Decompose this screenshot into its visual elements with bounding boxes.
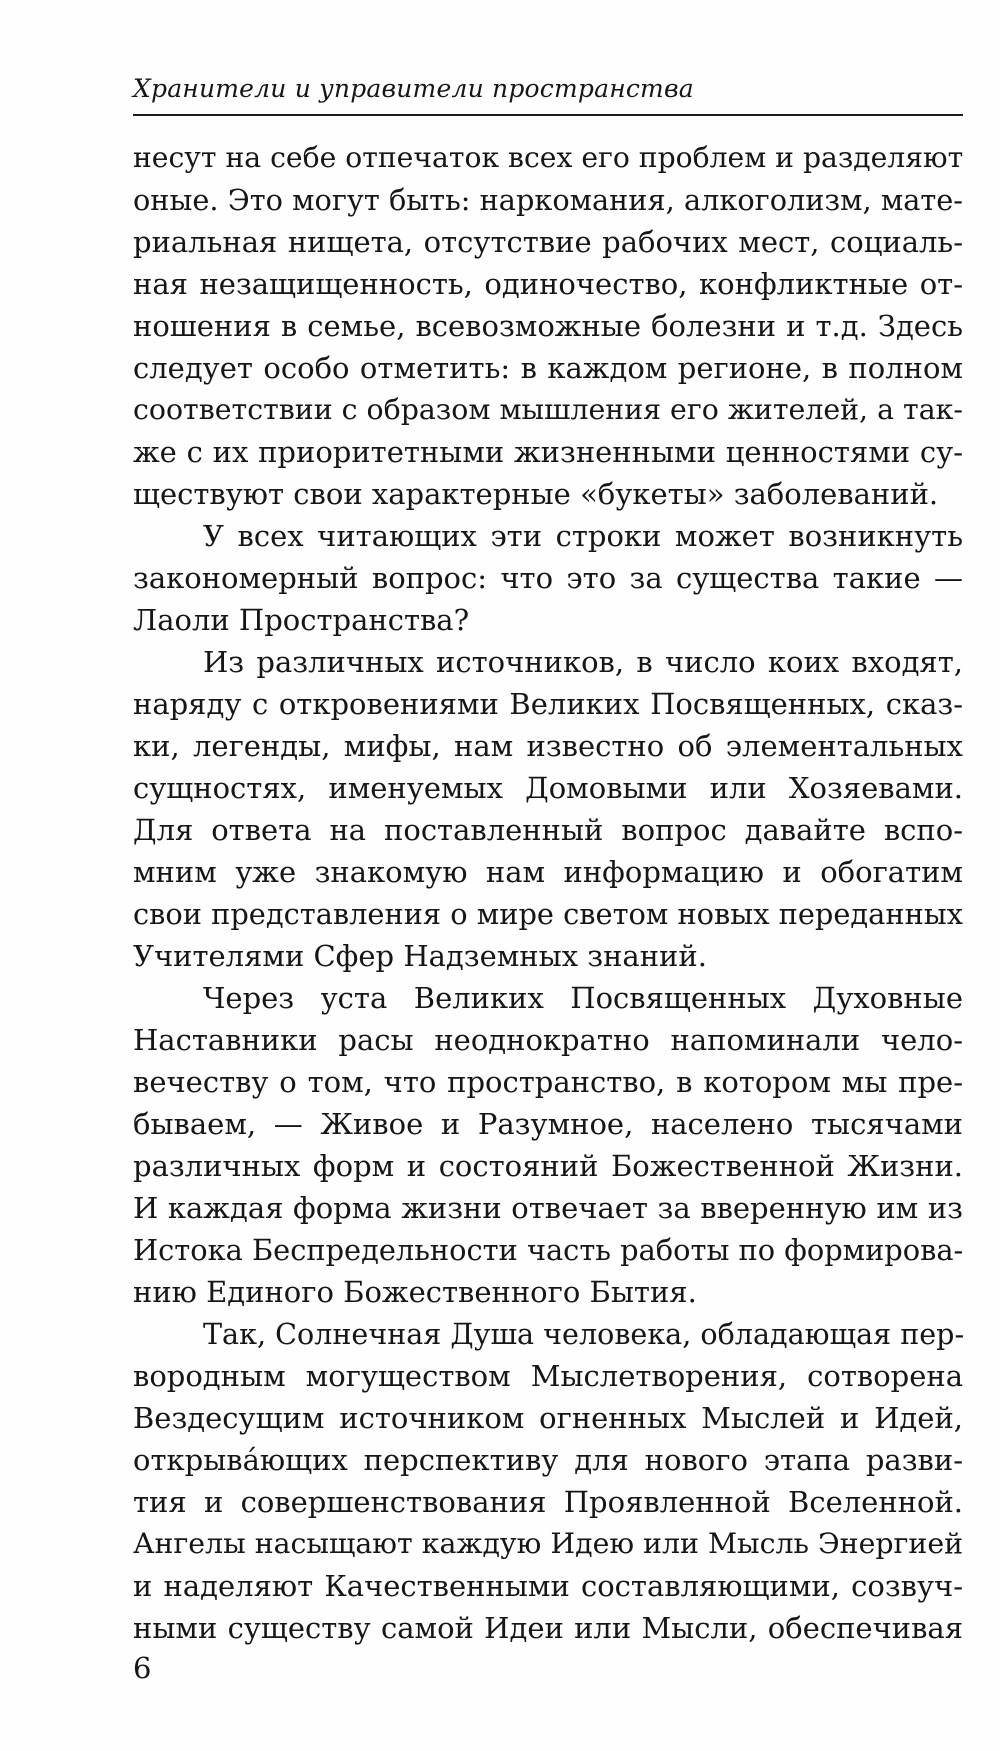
text-line: мним уже знакомую нам информацию и обогатим [133, 855, 963, 889]
text-line: Из различных источников, в число коих входят, [203, 645, 963, 679]
text-line: ношения в семье, всевозможные болезни и т.д. Здесь [133, 309, 963, 343]
page-number: 6 [133, 1651, 152, 1685]
paragraph-2 [133, 515, 963, 641]
running-header-title: Хранители и управители пространства [133, 74, 694, 103]
text-line: Наставники расы неоднократно напоминали чело- [133, 1023, 963, 1057]
text-line: ществуют свои характерные «букеты» заболеваний. [133, 477, 939, 511]
paragraph-4 [133, 977, 963, 1313]
text-line: наряду с откровениями Великих Посвященных, сказ- [133, 687, 963, 721]
text-line: тия и совершенствования Проявленной Вселенной. [133, 1485, 963, 1519]
text-line: и наделяют Качественными составляющими, созвуч- [133, 1569, 963, 1603]
text-line: сущностях, именуемых Домовыми или Хозяевами. [133, 771, 963, 805]
body-text [133, 137, 963, 1649]
running-header [133, 66, 963, 116]
text-line: свои представления о мире светом новых переданных [133, 897, 963, 931]
paragraph-5 [133, 1313, 963, 1649]
text-line: вечеству о том, что пространство, в котором мы пре- [133, 1065, 963, 1099]
text-line: Вездесущим источником огненных Мыслей и Идей, [133, 1401, 963, 1435]
text-line: Так, Солнечная Душа человека, обладающая пер- [203, 1317, 965, 1351]
text-line: Через уста Великих Посвященных Духовные [203, 981, 963, 1015]
text-line: нию Единого Божественного Бытия. [133, 1275, 697, 1309]
text-line: ки, легенды, мифы, нам известно об элементальных [133, 729, 963, 763]
text-line: У всех читающих эти строки может возникнуть [203, 519, 963, 553]
text-line: ными существу самой Идеи или Мысли, обеспечивая [133, 1611, 963, 1645]
text-line: открыва́ющих перспективу для нового этапа разви- [133, 1443, 963, 1477]
paragraph-3 [133, 641, 963, 977]
text-line: же с их приоритетными жизненными ценностями су- [133, 435, 963, 469]
text-line: Лаоли Пространства? [133, 603, 470, 637]
text-line: следует особо отметить: в каждом регионе, в полном [133, 351, 963, 385]
text-line: различных форм и состояний Божественной Жизни. [133, 1149, 963, 1183]
text-line: Для ответа на поставленный вопрос давайте вспо- [133, 813, 963, 847]
text-line: оные. Это могут быть: наркомания, алкоголизм, мате- [133, 183, 963, 217]
text-line: несут на себе отпечаток всех его проблем и разделяют [133, 141, 964, 174]
text-line: вородным могуществом Мыслетворения, сотворена [133, 1359, 963, 1393]
text-line: ная незащищенность, одиночество, конфликтные от- [133, 267, 963, 301]
text-line: Ангелы насыщают каждую Идею или Мысль Энергией [133, 1527, 964, 1560]
text-line: Учителями Сфер Надземных знаний. [133, 939, 707, 973]
text-line: риальная нищета, отсутствие рабочих мест, социаль- [133, 225, 963, 259]
paragraph-1 [133, 137, 963, 515]
text-line: Истока Беспредельности часть работы по формирова- [133, 1233, 964, 1267]
text-line: бываем, — Живое и Разумное, населено тысячами [133, 1107, 963, 1141]
text-line: И каждая форма жизни отвечает за вверенную им из [133, 1191, 963, 1225]
text-line: соответствии с образом мышления его жителей, а так- [133, 393, 963, 426]
text-line: закономерный вопрос: что это за существа такие — [133, 561, 963, 595]
